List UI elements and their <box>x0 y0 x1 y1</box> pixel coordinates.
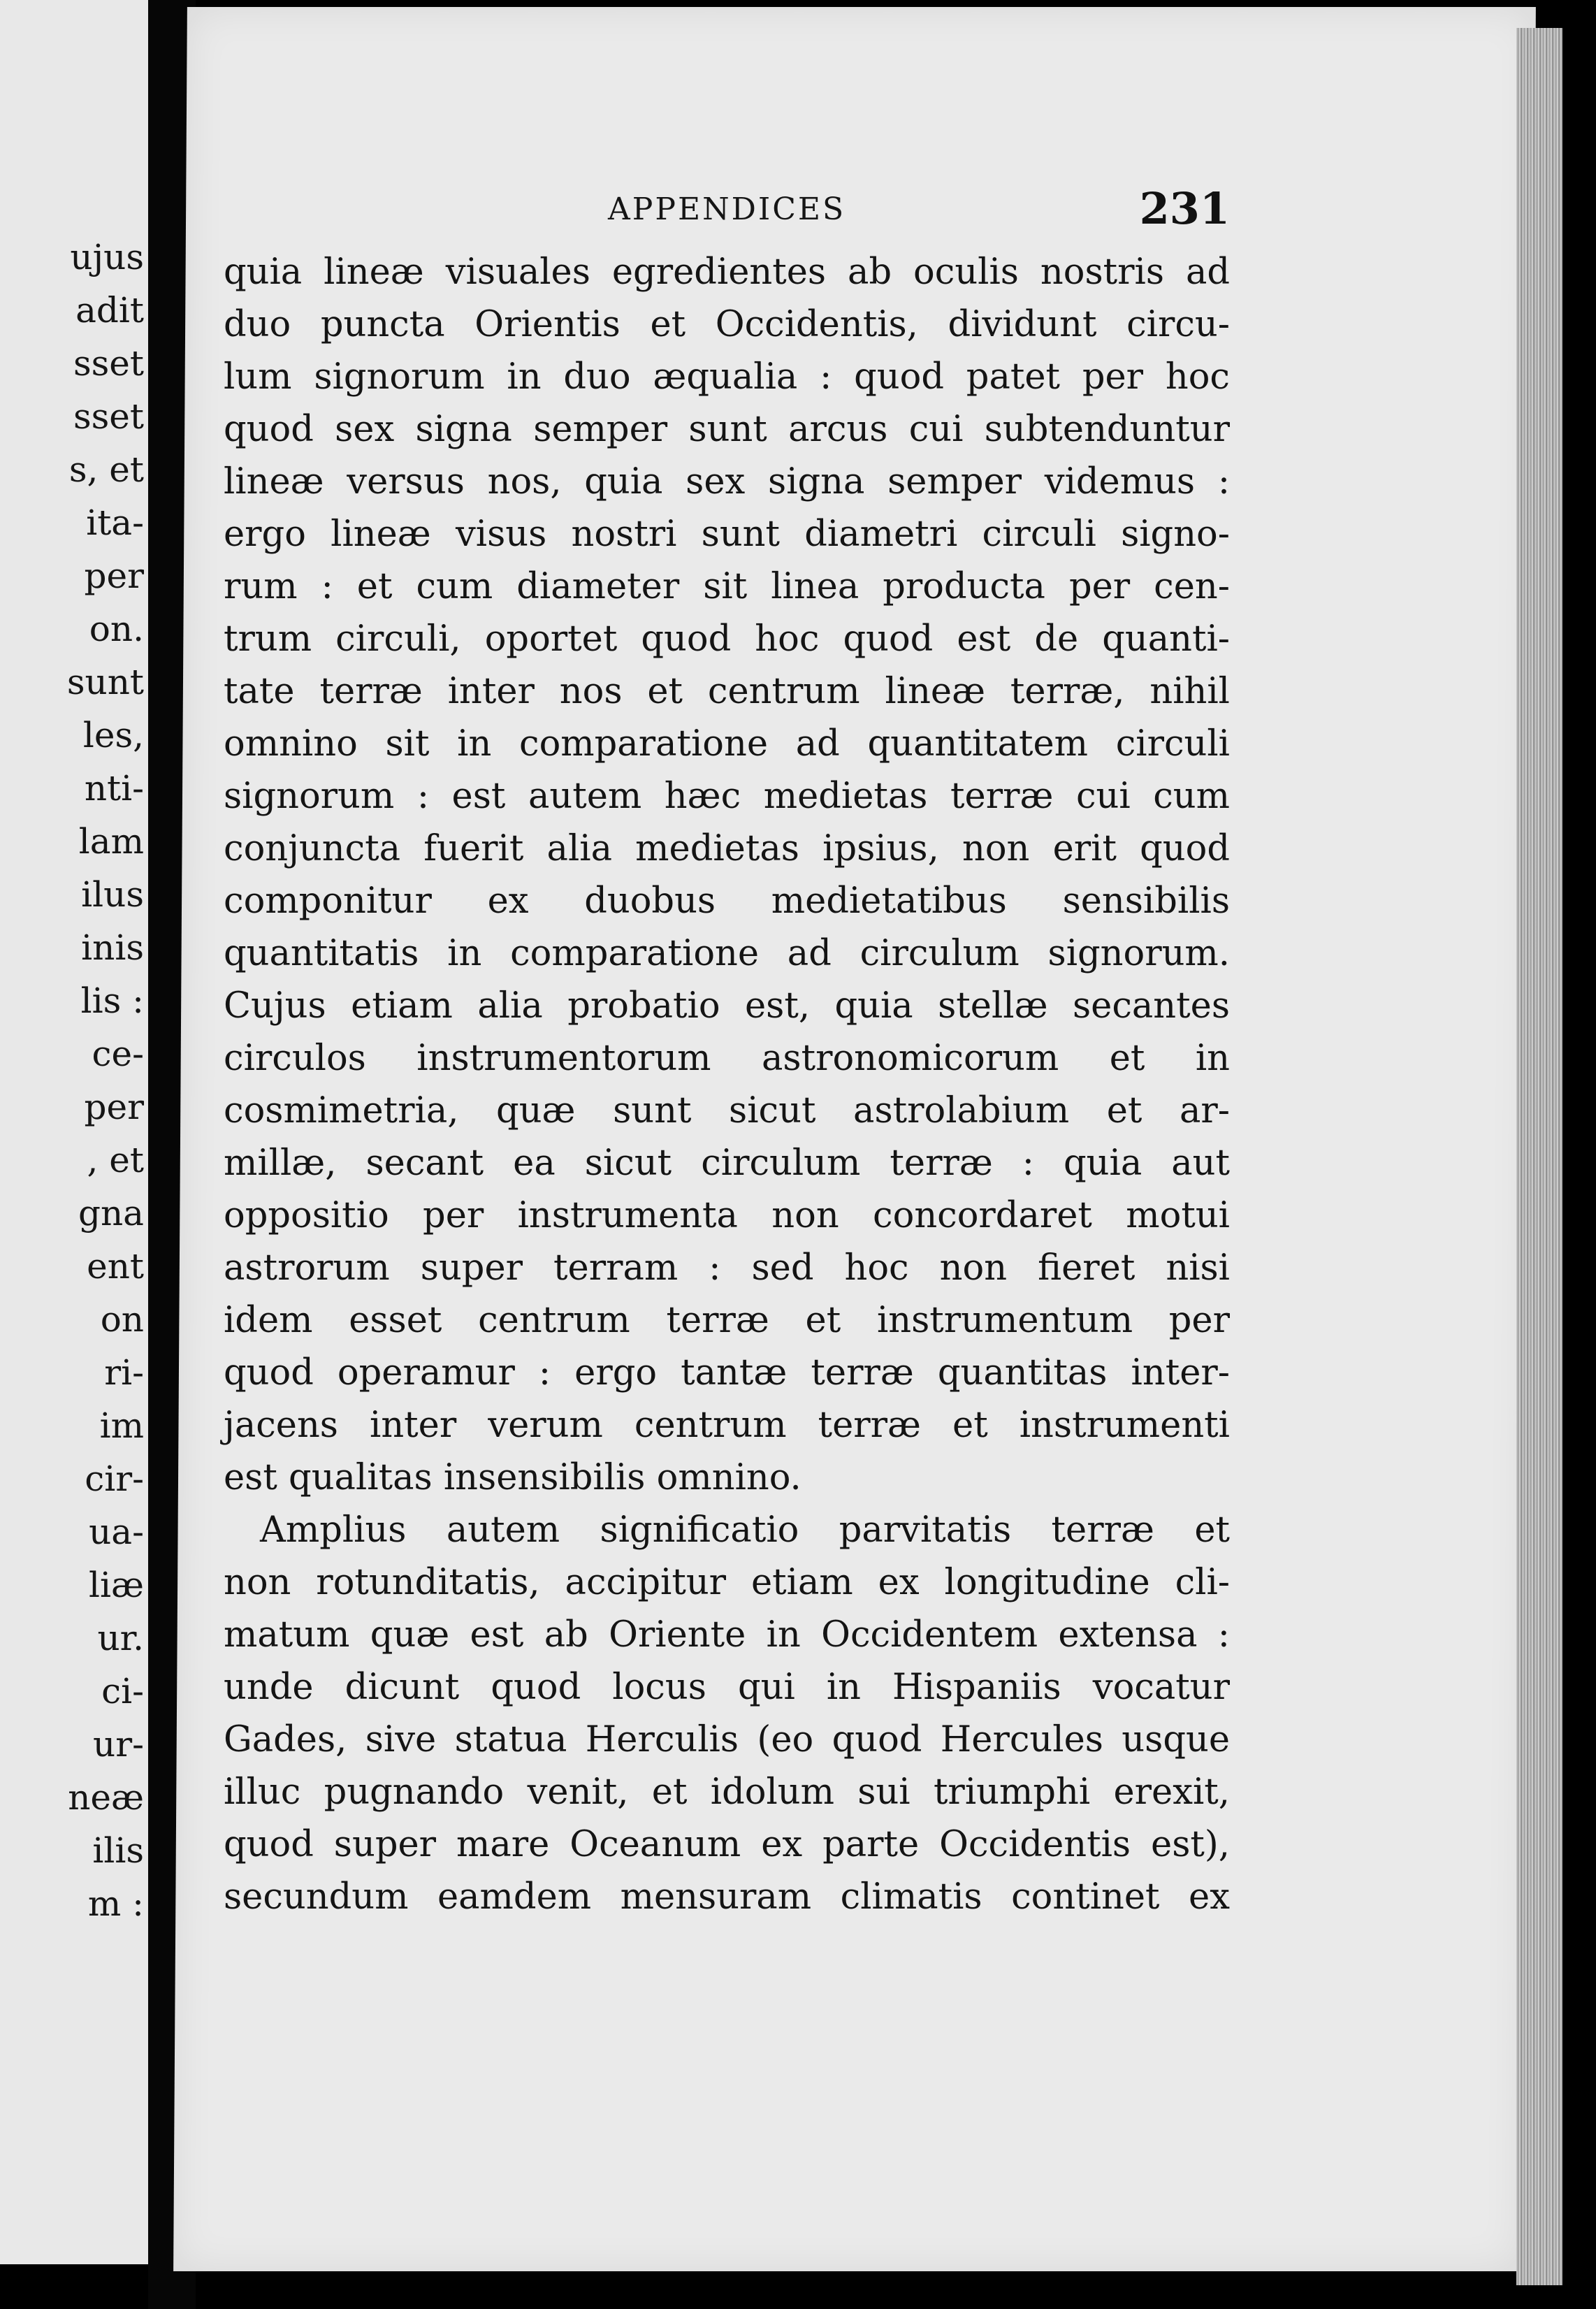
text-line: Cujus etiam alia probatio est, quia stellæ secantes <box>224 985 1230 1027</box>
text-line: secundum eamdem mensuram climatis continet ex <box>224 1876 1230 1918</box>
left-fragment: ur- <box>93 1724 144 1765</box>
text-line: Gades, sive statua Herculis (eo quod Hercules usque <box>224 1719 1230 1760</box>
body-text <box>224 246 1230 1923</box>
text-line: quod sex signa semper sunt arcus cui subtenduntur <box>224 409 1230 450</box>
left-fragment: on <box>100 1299 144 1340</box>
left-fragment: inis <box>81 927 144 968</box>
text-line: unde dicunt quod locus qui in Hispaniis vocatur <box>224 1667 1230 1708</box>
text-line: matum quæ est ab Oriente in Occidentem extensa : <box>224 1614 1230 1656</box>
text-line: conjuncta fuerit alia medietas ipsius, non erit quod <box>224 828 1230 869</box>
text-line: lineæ versus nos, quia sex signa semper videmus : <box>224 461 1230 502</box>
left-fragment: ujus <box>70 237 144 277</box>
left-fragment: gna <box>78 1193 144 1233</box>
text-line: tate terræ inter nos et centrum lineæ terræ, nihil <box>224 671 1230 712</box>
running-head: APPENDICES <box>608 191 846 227</box>
page-stack-edge <box>1516 28 1562 2285</box>
text-line: quantitatis in comparatione ad circulum signorum. <box>224 933 1230 974</box>
left-fragment: adit <box>75 290 144 331</box>
left-fragment: s, et <box>68 449 144 490</box>
left-facing-page <box>0 0 148 2264</box>
left-fragment: per <box>84 1087 144 1127</box>
text-line: quia lineæ visuales egredientes ab oculis nostris ad <box>224 252 1230 293</box>
page-number: 231 <box>1139 183 1230 234</box>
left-fragment: sset <box>73 343 144 384</box>
left-fragment: ua- <box>89 1512 144 1552</box>
left-fragment: nti- <box>84 768 144 809</box>
text-line: omnino sit in comparatione ad quantitatem circuli <box>224 723 1230 765</box>
text-line: rum : et cum diameter sit linea producta per cen- <box>224 566 1230 607</box>
text-line: oppositio per instrumenta non concordaret motui <box>224 1195 1230 1236</box>
text-line: trum circuli, oportet quod hoc quod est de quanti- <box>224 618 1230 660</box>
text-line: duo puncta Orientis et Occidentis, dividunt circu- <box>224 304 1230 345</box>
text-line: millæ, secant ea sicut circulum terræ : quia aut <box>224 1143 1230 1184</box>
left-fragment: sunt <box>66 662 144 702</box>
left-fragment: per <box>84 556 144 596</box>
left-fragment: lam <box>78 821 144 862</box>
page-header <box>433 183 1230 239</box>
text-line: astrorum super terram : sed hoc non fieret nisi <box>224 1247 1230 1289</box>
text-line: illuc pugnando venit, et idolum sui triumphi erexit, <box>224 1772 1230 1813</box>
left-fragment: les, <box>82 715 144 755</box>
left-page-line-fragments <box>67 231 144 1930</box>
left-fragment: , et <box>87 1140 144 1180</box>
text-line: est qualitas insensibilis omnino. <box>224 1457 801 1498</box>
text-line: Amplius autem significatio parvitatis terræ et <box>260 1510 1230 1551</box>
text-line: jacens inter verum centrum terræ et instrumenti <box>224 1405 1230 1446</box>
left-fragment: ri- <box>104 1352 144 1393</box>
left-fragment: ce- <box>92 1034 144 1074</box>
text-line: cosmimetria, quæ sunt sicut astrolabium et ar- <box>224 1090 1230 1131</box>
left-fragment: ent <box>87 1246 144 1287</box>
left-fragment: liæ <box>89 1565 144 1605</box>
text-line: lum signorum in duo æqualia : quod patet per hoc <box>224 356 1230 398</box>
left-fragment: neæ <box>68 1777 144 1818</box>
left-fragment: ilis <box>92 1830 144 1871</box>
left-fragment: lis : <box>80 980 144 1021</box>
text-line: circulos instrumentorum astronomicorum et in <box>224 1038 1230 1079</box>
left-fragment: cir- <box>85 1458 144 1499</box>
text-line: signorum : est autem hæc medietas terræ cui cum <box>224 776 1230 817</box>
left-fragment: ita- <box>86 502 144 543</box>
left-fragment: on. <box>89 609 144 649</box>
left-fragment: ilus <box>81 874 144 915</box>
text-line: idem esset centrum terræ et instrumentum per <box>224 1300 1230 1341</box>
left-fragment: im <box>99 1405 144 1446</box>
text-line: ergo lineæ visus nostri sunt diametri circuli signo- <box>224 514 1230 555</box>
left-fragment: ur. <box>97 1618 144 1658</box>
left-fragment: ci- <box>101 1671 144 1711</box>
text-line: quod operamur : ergo tantæ terræ quantitas inter- <box>224 1352 1230 1394</box>
left-fragment: m : <box>87 1883 144 1924</box>
text-line: componitur ex duobus medietatibus sensibilis <box>224 881 1230 922</box>
left-fragment: sset <box>73 396 144 437</box>
text-line: non rotunditatis, accipitur etiam ex longitudine cli- <box>224 1562 1230 1603</box>
text-line: quod super mare Oceanum ex parte Occidentis est), <box>224 1824 1230 1865</box>
